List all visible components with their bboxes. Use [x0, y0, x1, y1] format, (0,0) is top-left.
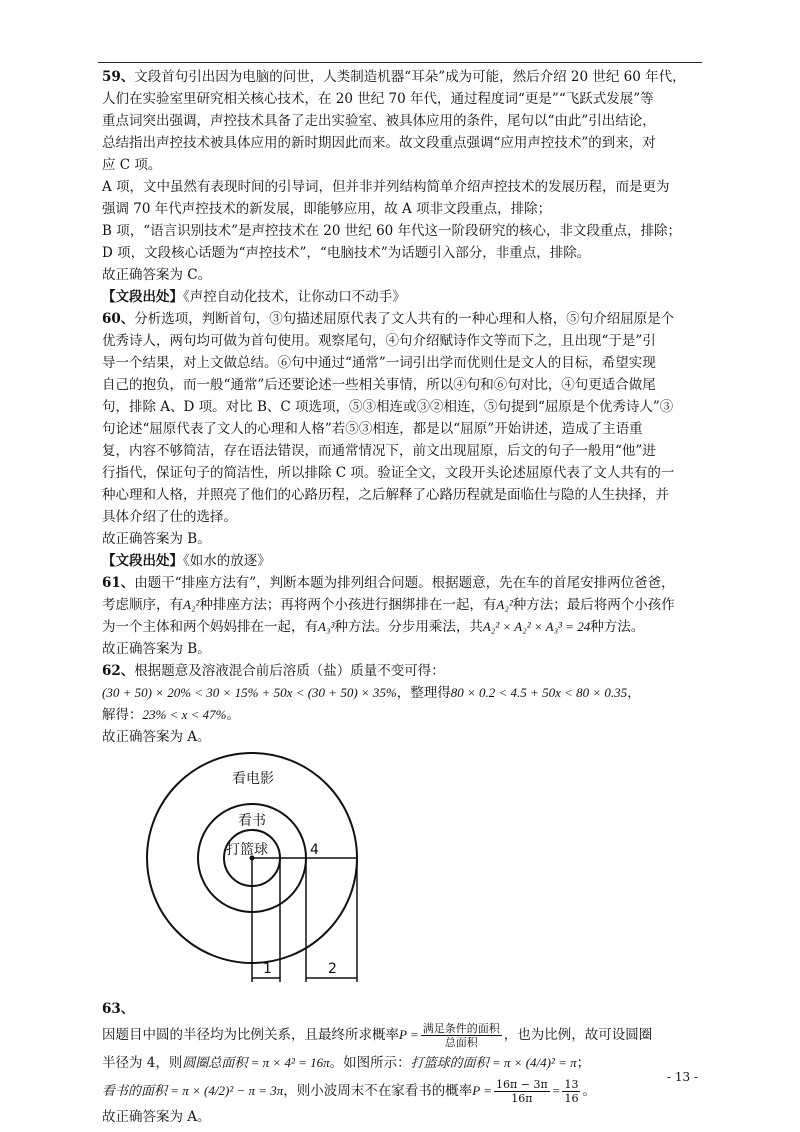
q61-math-2: A₂² — [496, 597, 513, 612]
q60-line-1 — [102, 308, 702, 330]
q59-line-2: 人们在实验室里研究相关核心技术，在 20 世纪 70 年代，通过程度词“更是”“飞跃式发展”等 — [102, 91, 654, 107]
q63-result-denominator: 16π — [511, 1092, 533, 1105]
q63-heading — [102, 998, 702, 1020]
q60-source-label: 【文段出处】 — [102, 553, 183, 569]
q62-line-2 — [102, 682, 702, 704]
q63-prob-numerator: 满足条件的面积 — [422, 1022, 500, 1035]
q63-text-2a: 半径为 4，则 — [102, 1055, 183, 1071]
q62-text-3b: 。 — [226, 707, 240, 723]
q61-text-2b: 种排座方法；再将两个小孩进行捆绑排在一起，有 — [199, 597, 497, 613]
q61-text-3b: 种方法。分步用乘法，共 — [334, 619, 483, 635]
q63-line-1: 因题目中圆的半径均为比例关系，且最终所求概率P = $\frac{\text{满足条件的面积}}{\text{总面积}}$ ，也为比例，故可设圆圈 — [102, 1022, 653, 1049]
q63-prob-denominator: 总面积 — [444, 1036, 478, 1049]
q60-line-4: 自己的抱负，而一般“通常”后还要论述一些相关事情，所以④句和⑥句对比，④句更适合做尾 — [102, 377, 656, 393]
q61-line-2 — [102, 594, 702, 616]
dim-label-1: 1 — [263, 961, 272, 977]
q61-answer: 故正确答案为 B。 — [102, 641, 211, 657]
q59-answer: 故正确答案为 C。 — [102, 267, 212, 283]
q61-text-3c: 种方法。 — [590, 619, 645, 635]
q62-math-2: 80 × 0.2 < 4.5 + 50x < 80 × 0.35 — [450, 685, 628, 700]
q62-number: 62、 — [102, 663, 135, 679]
header-rule — [98, 62, 702, 63]
q63-text-3c: 。 — [582, 1083, 596, 1099]
q59-source-label: 【文段出处】 — [102, 289, 183, 305]
inner-circle-label: 打篮球 — [226, 842, 268, 858]
outer-circle-label: 看电影 — [232, 771, 274, 787]
q59-line-1 — [102, 66, 702, 88]
q59-line-9: D 项，文段核心话题为“声控技术”，“电脑技术”为话题引入部分，非重点，排除。 — [102, 245, 591, 261]
q61-number: 61、 — [102, 575, 135, 591]
q63-text-2c: ； — [576, 1055, 591, 1071]
q61-text-2c: 种方法；最后将两个小孩作 — [512, 597, 675, 613]
q59-source-title: 《声控自动化技术，让你动口不动手》 — [183, 289, 406, 305]
q61-line-1 — [102, 572, 702, 594]
page-content — [102, 66, 702, 1128]
dim-label-2: 2 — [328, 961, 337, 977]
q60-line-8: 行指代，保证句子的简洁性，所以排除 C 项。验证全文，文段开头论述屈原代表了文人共有的一 — [102, 465, 675, 481]
q62-answer: 故正确答案为 A。 — [102, 729, 211, 745]
q62-line-3 — [102, 704, 702, 726]
q59-line-4: 总结指出声控技术被具体应用的新时期因此而来。故文段重点强调“应用声控技术”的到来，对 — [102, 135, 656, 151]
q60-line-9: 种心理和人格，并照亮了他们的心路历程，之后解释了心路历程就是面临仕与隐的人生抉择，并 — [102, 487, 669, 503]
q60-source — [102, 550, 702, 572]
q61-line-3 — [102, 616, 702, 638]
q59-line-8: B 项，“语言识别技术”是声控技术在 20 世纪 60 年代这一阶段研究的核心，非文段重点，排除； — [102, 223, 682, 239]
q63-math-1: 圆圈总面积 = π × 4² = 16π — [182, 1055, 330, 1070]
q63-result-fraction — [494, 1078, 550, 1105]
q59-number: 59、 — [102, 69, 135, 85]
q62-text: 根据题意及溶液混合前后溶质（盐）质量不变可得： — [134, 663, 445, 679]
q61-text-3a: 为一个主体和两个妈妈排在一起，有 — [102, 619, 318, 635]
q63-result-numerator: 16π − 3π — [496, 1078, 548, 1091]
middle-circle-label: 看书 — [238, 813, 266, 829]
q60-line-3: 导一个结果，对上文做总结。⑥句中通过“通常”一词引出学而优则仕是文人的目标，希望实现 — [102, 355, 656, 371]
q62-text-2b: ， — [627, 685, 641, 701]
q61-math-4: A₂² × A₂² × A₃³ = 24 — [482, 619, 591, 634]
q62-text-2a: ，整理得 — [396, 685, 451, 701]
q60-number: 60、 — [102, 311, 135, 327]
q62-math-1: (30 + 50) × 20% < 30 × 15% + 50x < (30 + 50) × 35% — [102, 685, 397, 700]
q61-text-2a: 考虑顺序，有 — [102, 597, 183, 613]
radius-label: 4 — [310, 842, 319, 858]
q60-line-10: 具体介绍了仕的选择。 — [102, 509, 237, 525]
q62-math-3: 23% < x < 47% — [142, 707, 227, 722]
q59-line-7: 强调 70 年代声控技术的新发展，即能够应用，故 A 项非文段重点，排除； — [102, 201, 552, 217]
q63-text-3b: ，则小波周末不在家看书的概率 — [283, 1083, 473, 1099]
q60-answer: 故正确答案为 B。 — [102, 531, 211, 547]
q63-math-2: 打篮球的面积 = π × (4/4)² = π — [410, 1055, 577, 1070]
q63-line-3: 看书的面积 = π × (4/2)² − π = 3π，则小波周末不在家看书的概率P = $\frac{16\pi - 3\pi}{16\pi}$ = $\frac{13}{16}$ 。 — [102, 1078, 596, 1105]
q63-text-1a: 因题目中圆的半径均为比例关系，且最终所求概率 — [102, 1027, 399, 1043]
q59-text: 文段首句引出因为电脑的问世，人类制造机器“耳朵”成为可能，然后介绍 20 世纪 60 年代， — [134, 69, 686, 85]
q63-answer: 故正确答案为 A。 — [102, 1109, 211, 1125]
q59-line-3: 重点词突出强调，声控技术具备了走出实验室、被具体应用的条件，尾句以“由此”引出结论， — [102, 113, 656, 129]
q63-number: 63、 — [102, 1001, 135, 1017]
q61-math-3: A₃³ — [318, 619, 335, 634]
q60-line-2: 优秀诗人，两句均可做为首句使用。观察尾句，④句介绍赋诗作文等而下之，且出现“于是”引 — [102, 333, 656, 349]
q59-line-6: A 项，文中虽然有表现时间的引导词，但并非并列结构简单介绍声控技术的发展历程，而是更为 — [102, 179, 670, 195]
circles-svg — [142, 750, 372, 998]
q63-text-2b: 。如图所示： — [329, 1055, 411, 1071]
q61-math-1: A₂² — [183, 597, 200, 612]
q62-text-3a: 解得： — [102, 707, 143, 723]
page-number: - 13 - — [666, 1070, 698, 1084]
concentric-circles-diagram — [102, 750, 702, 998]
q60-line-7: 复，内容不够简洁，存在语法错误，而通常情况下，前文出现屈原，后文的句子一般用“他”进 — [102, 443, 656, 459]
q63-final-fraction — [562, 1078, 580, 1105]
q63-final-numerator: 13 — [564, 1078, 579, 1091]
q59-line-5: 应 C 项。 — [102, 157, 162, 173]
q63-line-2 — [102, 1050, 702, 1076]
q63-final-denominator: 16 — [564, 1092, 579, 1105]
q63-prob-fraction — [421, 1022, 502, 1049]
q59-source — [102, 286, 702, 308]
q60-line-5: 句，排除 A、D 项。对比 B、C 项选项，⑤③相连或③②相连，⑤句提到“屈原是个优秀诗人”③ — [102, 399, 674, 415]
q62-line-1 — [102, 660, 702, 682]
q60-line-6: 句论述“屈原代表了文人的心理和人格”若⑤③相连，都是以“屈原”开始讲述，造成了主语重 — [102, 421, 643, 437]
q63-math-3: 看书的面积 = π × (4/2)² − π = 3π — [102, 1083, 284, 1098]
q60-text: 分析选项，判断首句，③句描述屈原代表了文人共有的一种心理和人格，⑤句介绍屈原是个 — [134, 311, 675, 327]
q61-text: 由题干“排座方法有”，判断本题为排列组合问题。根据题意，先在车的首尾安排两位爸爸， — [134, 575, 675, 591]
q60-source-title: 《如水的放逐》 — [183, 553, 271, 569]
q63-text-1b: ，也为比例，故可设圆圈 — [503, 1027, 653, 1043]
